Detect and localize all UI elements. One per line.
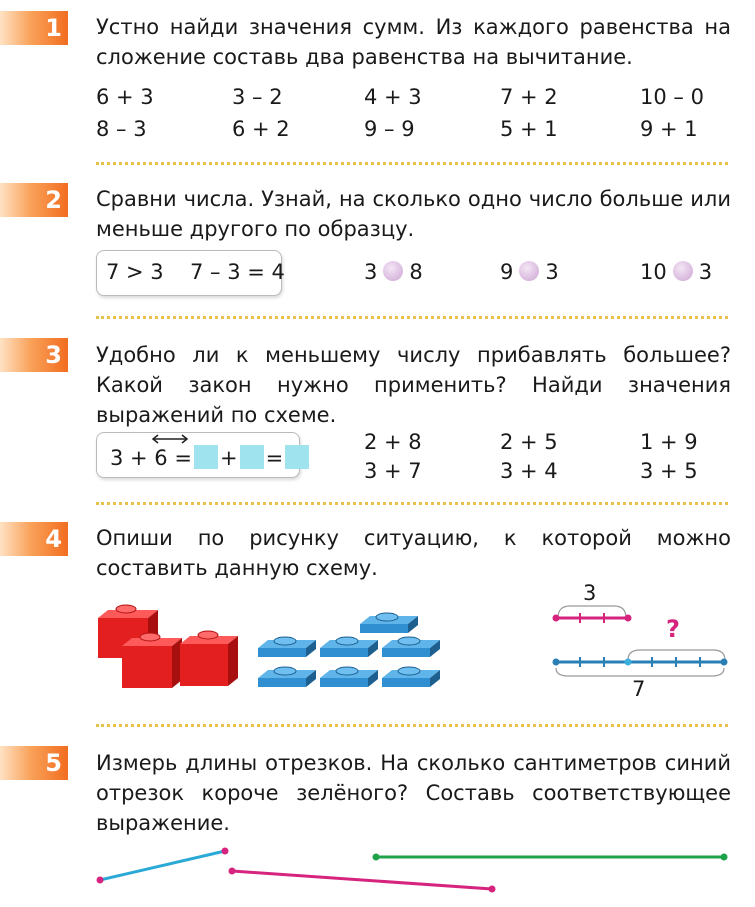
diagram-bottom-label: 7 [632, 677, 646, 701]
pair-left: 10 [640, 260, 667, 284]
pair-right: 8 [409, 260, 423, 284]
expression: 8 – 3 [96, 117, 147, 141]
cyan-segment [100, 851, 225, 880]
separator [96, 724, 728, 727]
task-3-badge: 3 [0, 338, 68, 372]
separator [96, 316, 728, 319]
diagram-question: ? [666, 615, 680, 643]
red-bricks-picture [96, 600, 241, 692]
blue-brick-icon [382, 667, 440, 687]
answer-square[interactable] [240, 445, 264, 469]
expression: 2 + 8 [364, 430, 422, 454]
task-5-text: Измерь длины отрезков. На сколько сантиметров синий отрезок короче зелёного? Составь соответствующее выражение. [96, 751, 731, 835]
expression: 2 + 5 [500, 430, 558, 454]
blue-brick-icon [382, 637, 440, 657]
segment-diagram [548, 600, 738, 680]
expression: 6 + 2 [232, 117, 290, 141]
compare-pair [364, 257, 423, 287]
segments-to-measure [0, 840, 755, 900]
expression: 10 – 0 [640, 85, 704, 109]
sample-difference: 7 – 3 = 4 [190, 260, 285, 284]
task-2-text: Сравни числа. Узнай, на сколько одно число больше или меньше другого по образцу. [96, 187, 731, 241]
pair-left: 3 [364, 260, 378, 284]
plus-sign: + [219, 446, 238, 470]
answer-square[interactable] [194, 445, 218, 469]
blue-brick-icon [258, 667, 316, 687]
diagram-top-label: 3 [583, 581, 597, 605]
expression: 4 + 3 [364, 85, 422, 109]
expression: 3 + 4 [500, 459, 558, 483]
expression: 7 + 2 [500, 85, 558, 109]
compare-circle[interactable] [519, 261, 539, 281]
expression: 6 + 3 [96, 85, 154, 109]
task-1-text: Устно найди значения сумм. Из каждого равенства на сложение составь два равенства на вычитание. [96, 15, 731, 69]
pair-left: 9 [500, 260, 514, 284]
compare-circle[interactable] [673, 261, 693, 281]
task-5-badge: 5 [0, 746, 68, 780]
sample-compare: 7 > 3 [106, 260, 164, 284]
expression: 1 + 9 [640, 430, 698, 454]
answer-square[interactable] [285, 445, 309, 469]
blue-brick-icon [320, 667, 378, 687]
separator [96, 162, 728, 165]
scheme-start: 3 + 6 = [110, 446, 192, 470]
equals-sign: = [265, 446, 284, 470]
pair-right: 3 [545, 260, 559, 284]
scheme-expression [110, 443, 311, 473]
red-brick-icon [180, 631, 238, 686]
expression: 5 + 1 [500, 117, 558, 141]
blue-bricks-picture [256, 612, 446, 694]
expression: 3 + 5 [640, 459, 698, 483]
blue-brick-icon [258, 637, 316, 657]
expression: 3 – 2 [232, 85, 283, 109]
task-2-badge: 2 [0, 183, 68, 217]
separator [96, 502, 728, 505]
magenta-segment [232, 871, 492, 889]
expression: 3 + 7 [364, 459, 422, 483]
task-3-text: Удобно ли к меньшему числу прибавлять большее? Какой закон нужно применить? Найди значения выражений по схеме. [96, 343, 731, 427]
bottom-brace [556, 668, 724, 676]
blue-brick-icon [360, 613, 418, 633]
expression: 9 – 9 [364, 117, 415, 141]
top-brace [558, 606, 626, 618]
blue-brick-icon [320, 637, 378, 657]
task-1-badge: 1 [0, 11, 68, 45]
expression: 9 + 1 [640, 117, 698, 141]
task-4-badge: 4 [0, 522, 68, 556]
red-brick-icon [122, 633, 182, 688]
compare-circle[interactable] [383, 261, 403, 281]
compare-pair [640, 257, 712, 287]
compare-pair [500, 257, 559, 287]
pair-right: 3 [698, 260, 713, 284]
task-4-text: Опиши по рисунку ситуацию, к которой можно составить данную схему. [96, 526, 731, 580]
